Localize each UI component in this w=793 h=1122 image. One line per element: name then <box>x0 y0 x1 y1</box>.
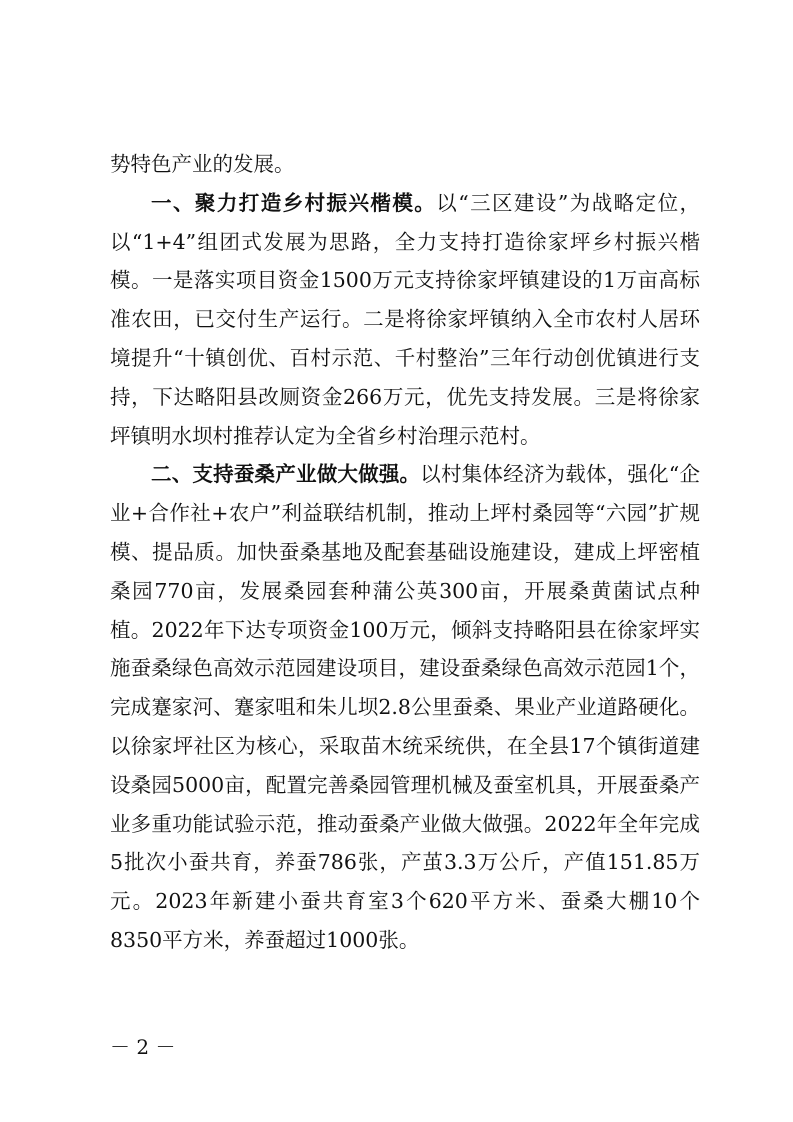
paragraph-text: 以“三区建设”为战略定位，以“1+4”组团式发展为思路，全力支持打造徐家坪乡村振兴楷模。一是落实项目资金1500万元支持徐家坪镇建设的1万亩高标准农田，已交付生产运行。二是将徐家坪镇纳入全市农村人居环境提升“十镇创优、百村示范、千村整治”三年行动创优镇进行支持，下达略阳县改厕资金266万元，优先支持发展。三是将徐家坪镇明水坝村推荐认定为全省乡村治理示范村。 <box>110 190 701 448</box>
paragraph-continuation <box>110 145 700 184</box>
page-number: － 2 － <box>110 1035 176 1059</box>
body-text <box>110 145 700 960</box>
paragraph-sericulture <box>110 455 700 959</box>
paragraph-rural-revitalization <box>110 184 700 456</box>
section-heading: 二、支持蚕桑产业做大做强。 <box>151 462 421 487</box>
section-heading: 一、聚力打造乡村振兴楷模。 <box>151 190 437 215</box>
paragraph-text: 势特色产业的发展。 <box>110 152 295 176</box>
paragraph-text: 以村集体经济为载体，强化“企业+合作社+农户”利益联结机制，推动上坪村桑园等“六园”扩规模、提品质。加快蚕桑基地及配套基础设施建设，建成上坪密植桑园770亩，发展桑园套种蒲公英300亩，开展桑黄菌试点种植。2022年下达专项资金100万元，倾斜支持略阳县在徐家坪实施蚕桑绿色高效示范园建设项目，建设蚕桑绿色高效示范园1个，完成蹇家河、蹇家咀和朱儿坝2.8公里蚕桑、果业产业道路硬化。以徐家坪社区为核心，采取苗木统采统供，在全县17个镇街道建设桑园5000亩，配置完善桑园管理机械及蚕室机具，开展蚕桑产业多重功能试验示范，推动蚕桑产业做大做强。2022年全年完成5批次小蚕共育，养蚕786张，产茧3.3万公斤，产值151.85万元。2023年新建小蚕共育室3个620平方米、蚕桑大棚10个8350平方米，养蚕超过1000张。 <box>110 462 701 952</box>
